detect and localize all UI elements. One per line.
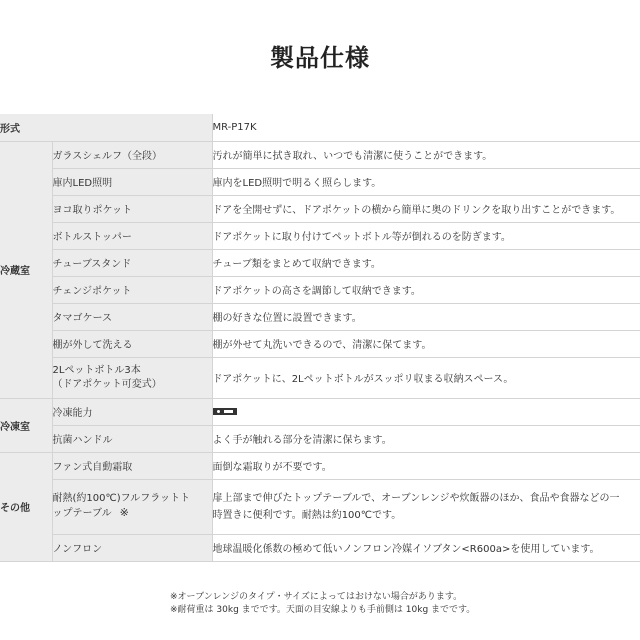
table-row: [0, 195, 640, 222]
footnote: ※耐荷重は 30kg までです。天面の目安線よりも手前側は 10kg までです。: [170, 605, 476, 615]
table-row: [0, 398, 640, 425]
description-line: 時置きに便利です。耐熱は約100℃です。: [212, 509, 402, 521]
feature-label: タマゴケース: [52, 303, 212, 330]
page-title: 製品仕様: [270, 44, 370, 72]
category-other: その他: [0, 452, 52, 561]
feature-label-line: （ドアポケット可変式）: [52, 378, 162, 390]
feature-label: 棚が外して洗える: [52, 330, 212, 357]
feature-label: ノンフロン: [52, 534, 212, 561]
feature-description: 面倒な霜取りが不要です。: [212, 452, 640, 479]
feature-label: チューブスタンド: [52, 249, 212, 276]
description-line: 扉上部まで伸びたトップテーブルで、オーブンレンジや炊飯器のほか、食品や食器などの一: [212, 492, 620, 504]
feature-description: 汚れが簡単に拭き取れ、いつでも清潔に使うことができます。: [212, 141, 640, 168]
feature-description: [212, 479, 640, 534]
feature-description: 庫内をLED照明で明るく照らします。: [212, 168, 640, 195]
feature-description: ドアポケットに取り付けてペットボトル等が倒れるのを防ぎます。: [212, 222, 640, 249]
feature-description: 地球温暖化係数の極めて低いノンフロン冷媒イソブタン<R600a>を使用しています。: [212, 534, 640, 561]
feature-label: ボトルストッパー: [52, 222, 212, 249]
feature-description: ドアポケットの高さを調節して収納できます。: [212, 276, 640, 303]
feature-description: よく手が触れる部分を清潔に保ちます。: [212, 425, 640, 452]
feature-label: 抗菌ハンドル: [52, 425, 212, 452]
feature-label-line: 2Lペットボトル3本: [52, 364, 141, 376]
feature-description: ドアポケットに、2Lペットボトルがスッポリ収まる収納スペース。: [212, 357, 640, 398]
feature-label: ガラスシェルフ（全段）: [52, 141, 212, 168]
spec-table: [0, 114, 640, 562]
table-row: [0, 141, 640, 168]
table-row: [0, 452, 640, 479]
feature-description: ドアを全開せずに、ドアポケットの横から簡単に奥のドリンクを取り出すことができます。: [212, 195, 640, 222]
footnote-mark: ※: [119, 506, 129, 519]
table-row: [0, 357, 640, 398]
model-value: MR-P17K: [212, 114, 640, 141]
feature-label: 庫内LED照明: [52, 168, 212, 195]
feature-label: [52, 479, 212, 534]
feature-label: ファン式自動霜取: [52, 452, 212, 479]
footnote: ※オーブンレンジのタイプ・サイズによってはおけない場合があります。: [170, 592, 463, 602]
model-label: 形式: [0, 114, 212, 141]
feature-description: [212, 398, 640, 425]
table-row: [0, 222, 640, 249]
freezer-star-rating-icon: [213, 408, 237, 415]
category-refrigerator: 冷蔵室: [0, 141, 52, 398]
table-row: [0, 330, 640, 357]
footnotes: [170, 591, 475, 617]
feature-label: チェンジポケット: [52, 276, 212, 303]
feature-label-line: 耐熱(約100℃)フルフラットト: [52, 493, 191, 504]
table-row: [0, 168, 640, 195]
table-row: [0, 276, 640, 303]
category-freezer: 冷凍室: [0, 398, 52, 452]
table-row: [0, 425, 640, 452]
table-row-model: [0, 114, 640, 141]
table-row: [0, 249, 640, 276]
feature-label-line: ップテーブル: [52, 508, 112, 519]
table-row: [0, 303, 640, 330]
feature-label: 冷凍能力: [52, 398, 212, 425]
feature-description: チューブ類をまとめて収納できます。: [212, 249, 640, 276]
feature-label: [52, 357, 212, 398]
feature-label: ヨコ取りポケット: [52, 195, 212, 222]
feature-description: 棚の好きな位置に設置できます。: [212, 303, 640, 330]
feature-description: 棚が外せて丸洗いできるので、清潔に保てます。: [212, 330, 640, 357]
table-row: [0, 534, 640, 561]
table-row: [0, 479, 640, 534]
